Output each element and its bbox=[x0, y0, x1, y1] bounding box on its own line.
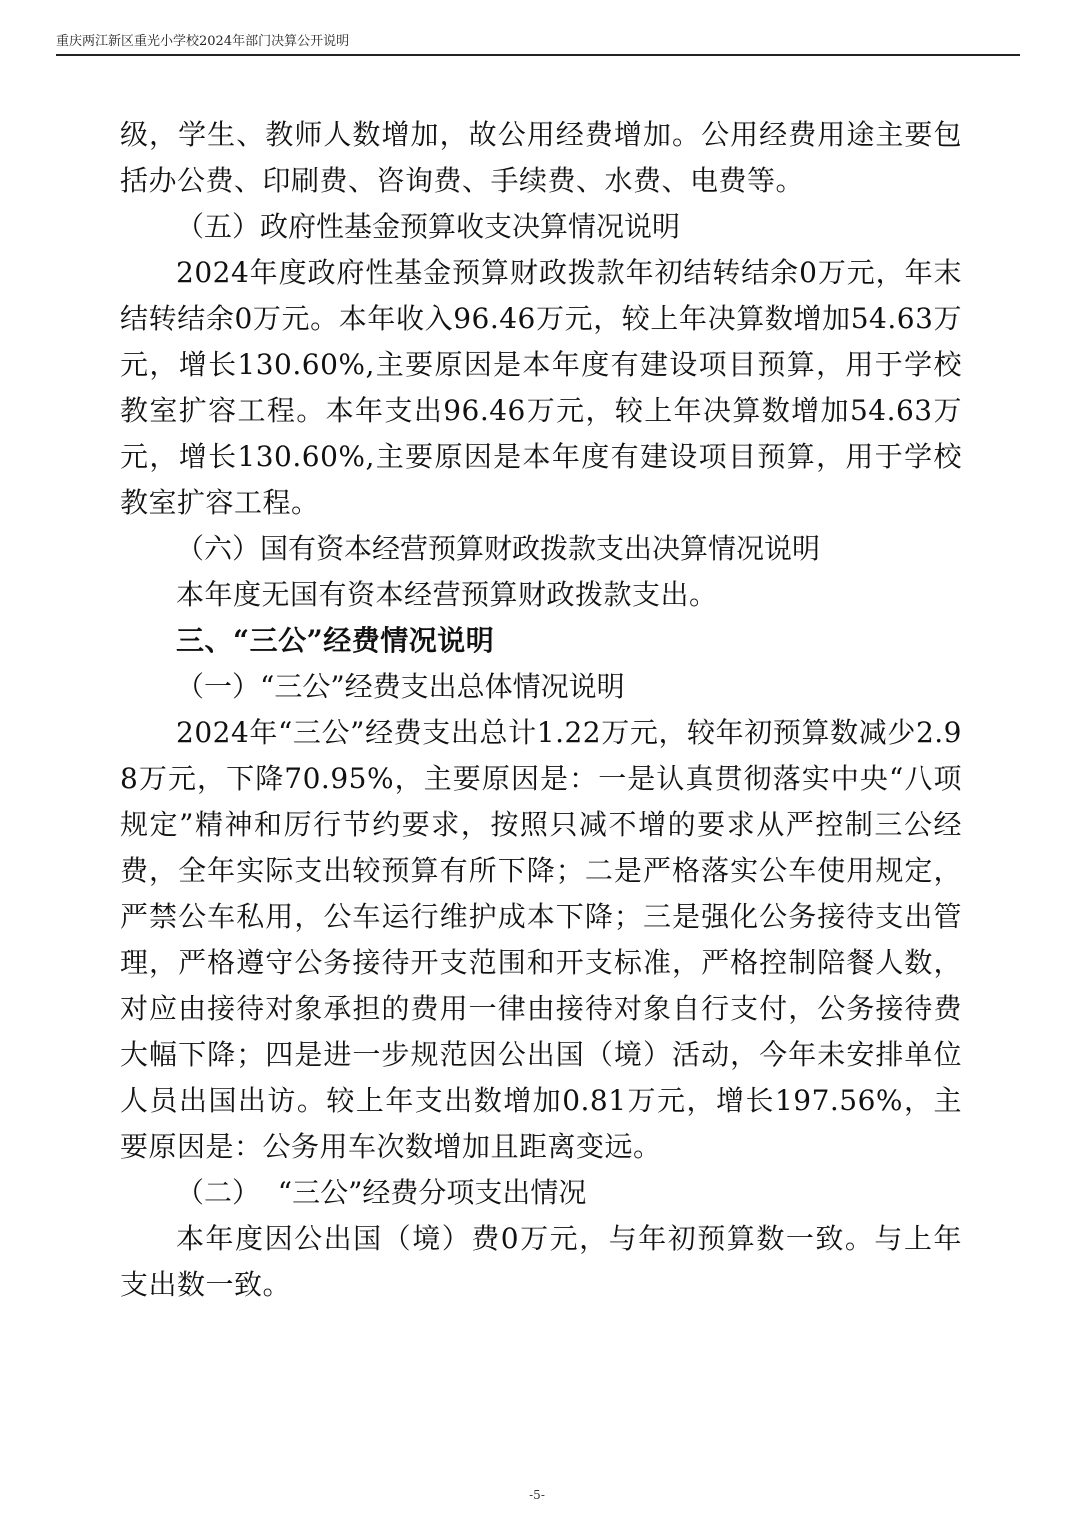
heading-subsection-1: （一）“三公”经费支出总体情况说明 bbox=[176, 670, 625, 703]
paragraph-continuation: 级，学生、教师人数增加，故公用经费增加。公用经费用途主要包括办公费、印刷费、咨询费、手续费、水费、电费等。 bbox=[120, 118, 962, 197]
heading-section-6: （六）国有资本经营预算财政拨款支出决算情况说明 bbox=[176, 532, 821, 565]
document-body bbox=[120, 112, 962, 1308]
paragraph-section-5: 2024年度政府性基金预算财政拨款年初结转结余0万元，年末结转结余0万元。本年收入96.46万元，较上年决算数增加54.63万元，增长130.60%,主要原因是本年度有建设项目预算，用于学校教室扩容工程。本年支出96.46万元，较上年决算数增加54.63万元，增长130.60%,主要原因是本年度有建设项目预算，用于学校教室扩容工程。 bbox=[120, 256, 962, 519]
paragraph-subsection-1: 2024年“三公”经费支出总计1.22万元，较年初预算数减少2.98万元，下降70.95%，主要原因是：一是认真贯彻落实中央“八项规定”精神和厉行节约要求，按照只减不增的要求从严控制三公经费，全年实际支出较预算有所下降；二是严格落实公车使用规定，严禁公车私用，公车运行维护成本下降；三是强化公务接待支出管理，严格遵守公务接待开支范围和开支标准，严格控制陪餐人数，对应由接待对象承担的费用一律由接待对象自行支付，公务接待费大幅下降；四是进一步规范因公出国（境）活动，今年未安排单位人员出国出访。较上年支出数增加0.81万元，增长197.56%，主要原因是：公务用车次数增加且距离变远。 bbox=[120, 716, 962, 1163]
page-number: -5- bbox=[529, 1488, 545, 1502]
document-title: 重庆两江新区重光小学校2024年部门决算公开说明 bbox=[56, 34, 350, 49]
paragraph-section-6: 本年度无国有资本经营预算财政拨款支出。 bbox=[176, 578, 718, 611]
heading-part-3: 三、“三公”经费情况说明 bbox=[176, 624, 495, 657]
page-header bbox=[56, 30, 1020, 56]
heading-subsection-2: （二） “三公”经费分项支出情况 bbox=[176, 1176, 587, 1209]
paragraph-subsection-2: 本年度因公出国（境）费0万元，与年初预算数一致。与上年支出数一致。 bbox=[120, 1222, 962, 1301]
heading-section-5: （五）政府性基金预算收支决算情况说明 bbox=[176, 210, 681, 243]
